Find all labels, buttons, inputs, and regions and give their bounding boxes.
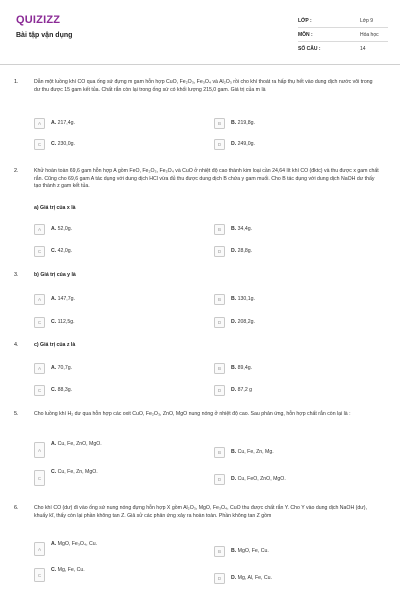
option-text: 208,2g. bbox=[237, 319, 255, 325]
option-prefix: D. bbox=[231, 141, 237, 147]
option-letter-box: C bbox=[34, 568, 45, 582]
option-prefix: B. bbox=[231, 365, 237, 371]
option-letter-box: B bbox=[214, 294, 225, 305]
option-prefix: C. bbox=[51, 567, 57, 573]
option-d[interactable] bbox=[214, 572, 379, 584]
option-b[interactable] bbox=[214, 117, 379, 129]
option-letter-box: D bbox=[214, 573, 225, 584]
option-letter-box: B bbox=[214, 546, 225, 557]
question-text: Khử hoàn toàn 69,6 gam hỗn hợp A gồm FeO, Fe₂O₃, Fe₃O₄ và CuO ở nhiệt độ cao thành kim loại cần 24,64 lít khí CO (đktc) và thu được x gam chất rắn. Cũng cho 69,6 gam A tác dụng với dung dịch HCl vừa đủ thu được dung dịch B chứa y gam muối. Cho B tác dụng với dung dịch NaOH dư thấy tạo thành z gam kết tủa. bbox=[34, 168, 379, 190]
meta-key: MÔN : bbox=[298, 31, 313, 38]
meta-value: 14 bbox=[360, 46, 366, 52]
question-number: 6. bbox=[14, 505, 19, 511]
question-number: 5. bbox=[14, 411, 19, 417]
option-text: MgO, Fe₃O₄, Cu. bbox=[57, 541, 98, 547]
option-text: 219,8g. bbox=[237, 120, 255, 126]
option-prefix: C. bbox=[51, 319, 57, 325]
option-letter-box: D bbox=[214, 474, 225, 485]
option-a[interactable] bbox=[34, 117, 199, 129]
option-prefix: B. bbox=[231, 449, 237, 455]
option-c[interactable] bbox=[34, 245, 199, 257]
option-text: MgO, Fe, Cu. bbox=[237, 548, 269, 554]
option-text: Mg, Al, Fe, Cu. bbox=[237, 575, 272, 581]
option-letter-box: A bbox=[34, 442, 45, 458]
option-letter-box: B bbox=[214, 363, 225, 374]
option-c[interactable] bbox=[34, 384, 199, 396]
option-letter-box: D bbox=[214, 246, 225, 257]
option-text: 230,0g. bbox=[57, 141, 75, 147]
option-text: 52,0g. bbox=[57, 226, 73, 232]
option-prefix: B. bbox=[231, 226, 237, 232]
question-number: 4. bbox=[14, 342, 19, 348]
meta-value: Lớp 9 bbox=[360, 17, 374, 24]
option-text: 112,5g. bbox=[57, 319, 75, 325]
meta-row-class bbox=[298, 14, 388, 28]
option-prefix: A. bbox=[51, 226, 57, 232]
option-prefix: B. bbox=[231, 548, 237, 554]
option-letter-box: B bbox=[214, 447, 225, 458]
option-text: 87,2 g bbox=[237, 387, 253, 393]
quizizz-logo: QUIZIZZ bbox=[16, 14, 61, 26]
option-letter-box: B bbox=[214, 224, 225, 235]
option-prefix: A. bbox=[51, 120, 57, 126]
option-text: 88,3g. bbox=[57, 387, 73, 393]
option-letter-box: A bbox=[34, 363, 45, 374]
option-prefix: A. bbox=[51, 541, 57, 547]
option-letter-box: C bbox=[34, 139, 45, 150]
option-c[interactable] bbox=[34, 316, 199, 328]
meta-row-subject bbox=[298, 28, 388, 42]
meta-value: Hóa học bbox=[360, 31, 379, 38]
option-prefix: D. bbox=[231, 476, 237, 482]
option-text: 28,8g. bbox=[237, 248, 253, 254]
option-prefix: D. bbox=[231, 248, 237, 254]
question-text: Cho khí CO (dư) đi vào ống sứ nung nóng đựng hỗn hợp X gồm Al₂O₃, MgO, Fe₃O₄, CuO thu được chất rắn Y. Cho Y vào dung dịch NaOH (dư), khuấy kĩ, thấy còn lại phần không tan Z. Giả sử các phản ứng xảy ra hoàn toàn. Phần không tan Z gồm bbox=[34, 505, 367, 519]
option-prefix: C. bbox=[51, 469, 57, 475]
option-text: Cu, Fe, Zn, MgO. bbox=[57, 469, 98, 475]
option-text: 130,1g. bbox=[237, 296, 255, 302]
option-d[interactable] bbox=[214, 138, 379, 150]
option-letter-box: C bbox=[34, 246, 45, 257]
header-divider bbox=[0, 64, 400, 65]
option-d[interactable] bbox=[214, 384, 379, 396]
option-a[interactable] bbox=[34, 541, 199, 557]
option-b[interactable] bbox=[214, 293, 379, 305]
question-subprompt: c) Giá trị của z là bbox=[34, 342, 76, 348]
question-text: Dẫn một luồng khí CO qua ống sứ đựng m gam hỗn hợp CuO, Fe₂O₃, Fe₃O₄ và Al₂O₃ rồi cho khí thoát ra hấp thụ hết vào dung dịch nước vôi trong dư thu được 15 gam kết tủa. Chất rắn còn lại trong ống sứ có khối lượng 215,0 gam. Giá trị của m là bbox=[34, 79, 373, 93]
option-prefix: C. bbox=[51, 387, 57, 393]
option-text: Mg, Fe, Cu. bbox=[57, 567, 85, 573]
option-a[interactable] bbox=[34, 223, 199, 235]
option-prefix: A. bbox=[51, 441, 57, 447]
option-letter-box: D bbox=[214, 385, 225, 396]
question-subprompt: b) Giá trị của y là bbox=[34, 272, 76, 278]
option-b[interactable] bbox=[214, 362, 379, 374]
option-text: 34,4g. bbox=[237, 226, 253, 232]
option-letter-box: D bbox=[214, 139, 225, 150]
option-letter-box: A bbox=[34, 542, 45, 556]
option-prefix: D. bbox=[231, 387, 237, 393]
option-prefix: D. bbox=[231, 319, 237, 325]
option-prefix: B. bbox=[231, 296, 237, 302]
option-letter-box: D bbox=[214, 317, 225, 328]
option-prefix: A. bbox=[51, 365, 57, 371]
option-letter-box: C bbox=[34, 385, 45, 396]
option-letter-box: C bbox=[34, 317, 45, 328]
option-prefix: A. bbox=[51, 296, 57, 302]
question-number: 1. bbox=[14, 79, 19, 85]
option-letter-box: B bbox=[214, 118, 225, 129]
option-text: Cu, Fe, ZnO, MgO. bbox=[57, 441, 102, 447]
option-letter-box: A bbox=[34, 294, 45, 305]
option-b[interactable] bbox=[214, 545, 379, 557]
option-d[interactable] bbox=[214, 473, 379, 485]
option-prefix: C. bbox=[51, 248, 57, 254]
option-a[interactable] bbox=[34, 362, 199, 374]
option-letter-box: A bbox=[34, 224, 45, 235]
meta-key: LỚP : bbox=[298, 17, 312, 24]
option-letter-box: C bbox=[34, 470, 45, 486]
question-text: Cho luồng khí H₂ dư qua hỗn hợp các oxit CuO, Fe₂O₃, ZnO, MgO nung nóng ở nhiệt độ cao. Sau phản ứng, hỗn hợp chất rắn còn lại là : bbox=[34, 411, 351, 417]
option-letter-box: A bbox=[34, 118, 45, 129]
option-d[interactable] bbox=[214, 316, 379, 328]
option-c[interactable] bbox=[34, 138, 199, 150]
option-d[interactable] bbox=[214, 245, 379, 257]
meta-row-count bbox=[298, 42, 388, 56]
option-b[interactable] bbox=[214, 223, 379, 235]
option-text: 70,7g. bbox=[57, 365, 73, 371]
option-text: Cu, FeO, ZnO, MgO. bbox=[237, 476, 286, 482]
question-subprompt: a) Giá trị của x là bbox=[34, 205, 76, 211]
option-text: 217,4g. bbox=[57, 120, 75, 126]
option-prefix: D. bbox=[231, 575, 237, 581]
option-text: 42,0g. bbox=[57, 248, 73, 254]
option-prefix: B. bbox=[231, 120, 237, 126]
option-b[interactable] bbox=[214, 446, 379, 458]
option-c[interactable] bbox=[34, 469, 199, 487]
worksheet-meta bbox=[298, 14, 388, 56]
option-prefix: C. bbox=[51, 141, 57, 147]
option-c[interactable] bbox=[34, 567, 199, 583]
question-number: 3. bbox=[14, 272, 19, 278]
option-a[interactable] bbox=[34, 293, 199, 305]
option-text: Cu, Fe, Zn, Mg. bbox=[237, 449, 274, 455]
page-title: Bài tập vận dụng bbox=[16, 32, 73, 39]
option-text: 147,7g. bbox=[57, 296, 75, 302]
question-number: 2. bbox=[14, 168, 19, 174]
option-text: 89,4g. bbox=[237, 365, 253, 371]
option-a[interactable] bbox=[34, 441, 199, 459]
meta-key: SỐ CÂU : bbox=[298, 46, 321, 52]
option-text: 249,0g. bbox=[237, 141, 255, 147]
